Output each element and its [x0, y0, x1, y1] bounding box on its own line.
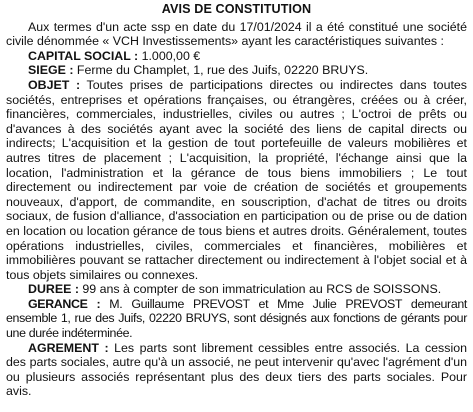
duree-label: DUREE :: [28, 282, 79, 297]
siege-paragraph: [6, 63, 467, 78]
gerance-value: M. Guillaume PREVOST et Mme Julie PREVOST demeurant ensemble 1, rue des Juifs, 02220 BRUYS, sont désignés aux fonctions de gérants pour une durée indéterminée.: [6, 296, 467, 341]
siege-label: SIEGE :: [28, 63, 74, 78]
capital-label: CAPITAL SOCIAL :: [28, 48, 139, 63]
objet-label: OBJET :: [28, 77, 81, 92]
objet-value: Toutes prises de participations directes ou indirectes dans toutes sociétés, entreprises et opérations françaises, ou étrangères, créées ou à créer, financières, commerciales, industrielles, civiles ou autres ; L'octroi de prêts ou d'avances à des sociétés ayant avec la société des liens de capital directs ou indirects; L'acquisition et la gestion de tout portefeuille de valeurs mobilières et autres titres de placement ; L'acquisition, la propriété, l'échange ainsi que la location, l'administration et la gérance de tous biens immobiliers ; Le tout directement ou indirectement par voie de création de sociétés et groupements nouveaux, d'apport, de commandite, en souscription, d'achat de titres ou droits sociaux, de fusion d'alliance, d'association en participation ou de prise ou de dation en location ou location gérance de tous biens et autres droits. Généralement, toutes opérations industrielles, civiles, commerciales et financières, mobilières et immobilières pouvant se rattacher directement ou indirectement à l'objet social et à tous objets similaires ou connexes.: [6, 77, 467, 282]
agrement-paragraph: [6, 341, 467, 399]
legal-notice: [6, 0, 467, 399]
gerance-paragraph: [6, 297, 467, 341]
notice-title: AVIS DE CONSTITUTION: [161, 2, 312, 16]
capital-value: 1.000,00 €: [138, 48, 201, 63]
duree-paragraph: [6, 282, 467, 297]
intro-paragraph: Aux termes d'un acte ssp en date du 17/01/2024 il a été constitué une société civile dénommée « VCH Investissements» ayant les caractéristiques suivantes :: [6, 19, 467, 49]
gerance-label: GERANCE :: [28, 296, 101, 311]
duree-value: 99 ans à compter de son immatriculation au RCS de SOISSONS.: [78, 282, 442, 297]
agrement-label: AGREMENT :: [28, 340, 109, 355]
agrement-value: Les parts sont librement cessibles entre associés. La cession des parts sociales, autre qu'à un associé, ne peut intervenir qu'avec l'agrément d'un ou plusieurs associés représentant plus des deux tiers des parts sociales. Pour avis.: [6, 340, 467, 399]
objet-paragraph: [6, 78, 467, 282]
capital-paragraph: [6, 49, 467, 64]
siege-value: Ferme du Champlet, 1, rue des Juifs, 02220 BRUYS.: [73, 63, 369, 78]
